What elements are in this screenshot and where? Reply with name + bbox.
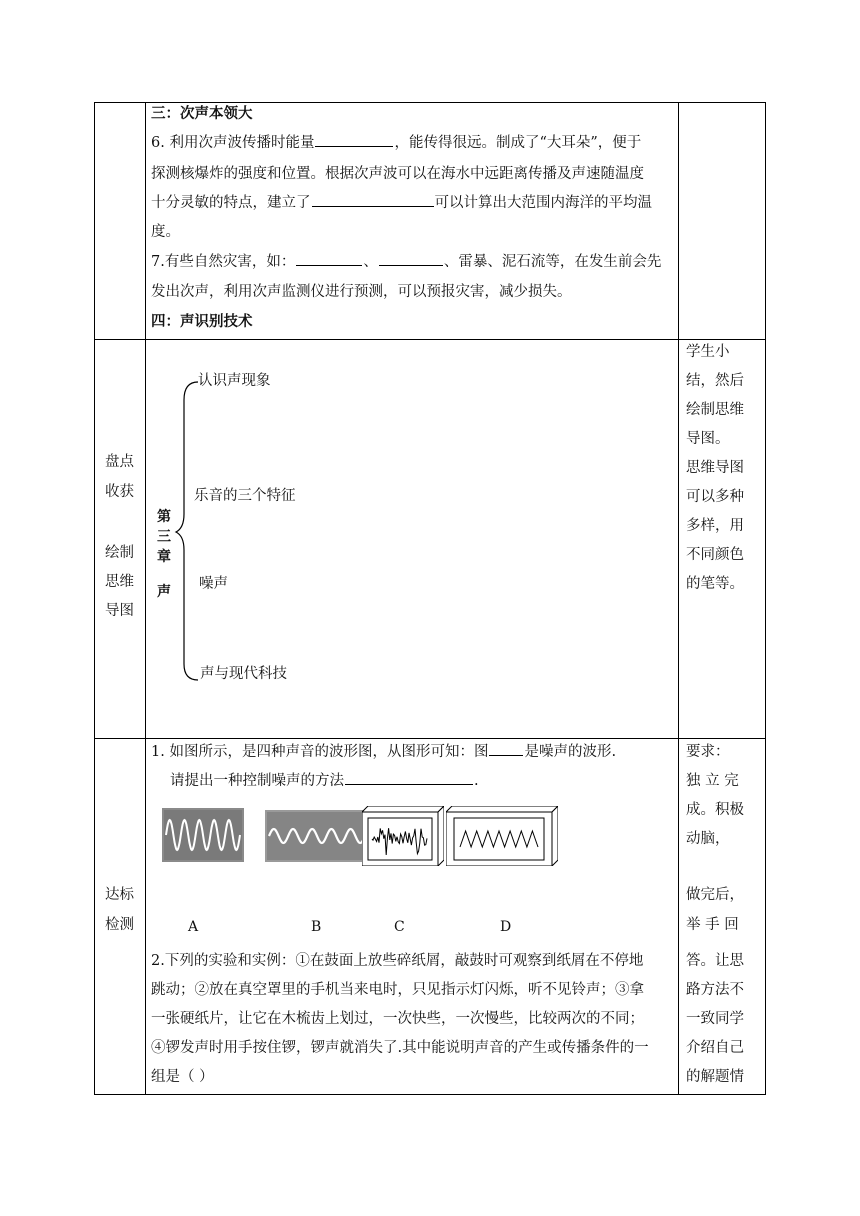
mindmap-branch-3: 噪声 bbox=[199, 576, 228, 592]
q6-line3 bbox=[151, 196, 652, 211]
q2-line5: 组是（ ） bbox=[151, 1069, 214, 1085]
table-border-right bbox=[765, 102, 766, 1095]
q6-line2: 探测核爆炸的强度和位置。根据次声波可以在海水中远距离传播及声速随温度 bbox=[151, 166, 644, 182]
test-right-1: 要求： bbox=[686, 744, 730, 760]
test-right-6: 做完后， bbox=[686, 887, 744, 903]
q6-line4: 度。 bbox=[151, 224, 180, 240]
q7-sep: 、 bbox=[363, 254, 378, 270]
table-border-left bbox=[94, 102, 95, 1095]
q7-line2: 发出次声，利用次声监测仪进行预测，可以预报灾害，减少损失。 bbox=[151, 284, 572, 300]
test-right-7: 举 手 回 bbox=[686, 917, 739, 933]
q7-text-b: 、雷暴、泥石流等，在发生前会先 bbox=[443, 254, 662, 270]
mindmap-brace bbox=[170, 368, 200, 690]
test-right-12: 的解题情 bbox=[686, 1069, 744, 1085]
q7-blank-1 bbox=[296, 264, 362, 266]
test-right-11: 介绍自己 bbox=[686, 1040, 744, 1056]
wave-label-c: C bbox=[394, 919, 405, 935]
waveform-a-image bbox=[162, 808, 244, 862]
wave-label-a: A bbox=[188, 919, 199, 935]
waveform-d-image bbox=[446, 806, 558, 866]
mindmap-branch-2: 乐音的三个特征 bbox=[194, 488, 296, 504]
summary-right-5: 思维导图 bbox=[686, 460, 744, 476]
summary-right-3: 绘制思维 bbox=[686, 402, 744, 418]
q6-blank-2 bbox=[312, 205, 434, 207]
q1-text-b: 是噪声的波形. bbox=[524, 744, 617, 760]
summary-left-4: 思维 bbox=[105, 574, 134, 590]
q6-blank-1 bbox=[315, 145, 393, 147]
q2-line1: 2.下列的实验和实例：①在鼓面上放些碎纸屑，敲鼓时可观察到纸屑在不停地 bbox=[151, 953, 644, 969]
summary-left-1: 盘点 bbox=[105, 454, 134, 470]
waveform-c-image bbox=[362, 806, 444, 866]
section3-heading: 三：次声本领大 bbox=[151, 106, 253, 122]
q2-line2: 跳动；②放在真空罩里的手机当来电时，只见指示灯闪烁，听不见铃声；③拿 bbox=[151, 982, 644, 998]
q7-text-a: 7.有些自然灾害，如： bbox=[151, 254, 296, 270]
q6-text-d: 十分灵敏的特点，建立了 bbox=[151, 195, 311, 211]
chapter-char-4: 声 bbox=[157, 584, 171, 600]
q1-line2 bbox=[170, 774, 479, 789]
table-border-top bbox=[94, 102, 766, 103]
q1-text-c: 请提出一种控制噪声的方法 bbox=[170, 773, 344, 789]
test-left-1: 达标 bbox=[105, 887, 134, 903]
q6-text-a: 6. 利用次声波传播时能量 bbox=[151, 135, 315, 151]
q6-text-e: 可以计算出大范围内海洋的平均温 bbox=[434, 195, 652, 211]
summary-right-8: 不同颜色 bbox=[686, 547, 744, 563]
test-right-4: 动脑， bbox=[686, 831, 730, 847]
test-right-10: 一致同学 bbox=[686, 1011, 744, 1027]
table-divider-col2 bbox=[678, 102, 679, 1095]
wave-label-b: B bbox=[311, 919, 322, 935]
mindmap-branch-4: 声与现代科技 bbox=[200, 666, 287, 682]
test-right-2: 独 立 完 bbox=[686, 773, 739, 789]
section4-heading: 四：声识别技术 bbox=[151, 314, 253, 330]
summary-right-6: 可以多种 bbox=[686, 489, 744, 505]
summary-right-1: 学生小 bbox=[686, 344, 730, 360]
wave-label-d: D bbox=[500, 919, 512, 935]
summary-right-9: 的笔等。 bbox=[686, 576, 744, 592]
summary-left-2: 收获 bbox=[105, 484, 134, 500]
table-row-divider-2 bbox=[94, 738, 766, 739]
test-right-9: 路方法不 bbox=[686, 982, 744, 998]
summary-right-2: 结，然后 bbox=[686, 373, 744, 389]
q1-blank-2 bbox=[345, 783, 473, 785]
chapter-char-2: 三 bbox=[157, 529, 171, 545]
chapter-char-1: 第 bbox=[157, 509, 171, 525]
q1-text-d: . bbox=[474, 773, 479, 789]
mindmap-branch-1: 认识声现象 bbox=[198, 373, 271, 389]
summary-right-4: 导图。 bbox=[686, 431, 730, 447]
summary-right-7: 多样，用 bbox=[686, 518, 744, 534]
table-border-bottom bbox=[94, 1094, 766, 1095]
chapter-char-3: 章 bbox=[157, 549, 171, 565]
q6-line1 bbox=[151, 136, 641, 151]
table-divider-col1 bbox=[145, 102, 146, 1095]
test-right-8: 答。让思 bbox=[686, 953, 744, 969]
q1-line1 bbox=[151, 745, 616, 760]
q1-blank-1 bbox=[489, 754, 523, 756]
q7-line1 bbox=[151, 255, 661, 270]
q2-line3: 一张硬纸片，让它在木梳齿上划过，一次快些，一次慢些，比较两次的不同； bbox=[151, 1011, 644, 1027]
waveform-b-image bbox=[265, 810, 369, 862]
q2-line4: ④锣发声时用手按住锣，锣声就消失了.其中能说明声音的产生或传播条件的一 bbox=[151, 1040, 649, 1056]
q1-text-a: 1. 如图所示，是四种声音的波形图，从图形可知：图 bbox=[151, 744, 489, 760]
table-row-divider-1 bbox=[94, 339, 766, 340]
test-right-3: 成。积极 bbox=[686, 802, 744, 818]
test-left-2: 检测 bbox=[105, 917, 134, 933]
summary-left-5: 导图 bbox=[105, 603, 134, 619]
summary-left-3: 绘制 bbox=[105, 545, 134, 561]
q7-blank-2 bbox=[379, 264, 443, 266]
q6-text-b: ，能传得很远。制成了“大耳朵”，便于 bbox=[394, 135, 642, 151]
